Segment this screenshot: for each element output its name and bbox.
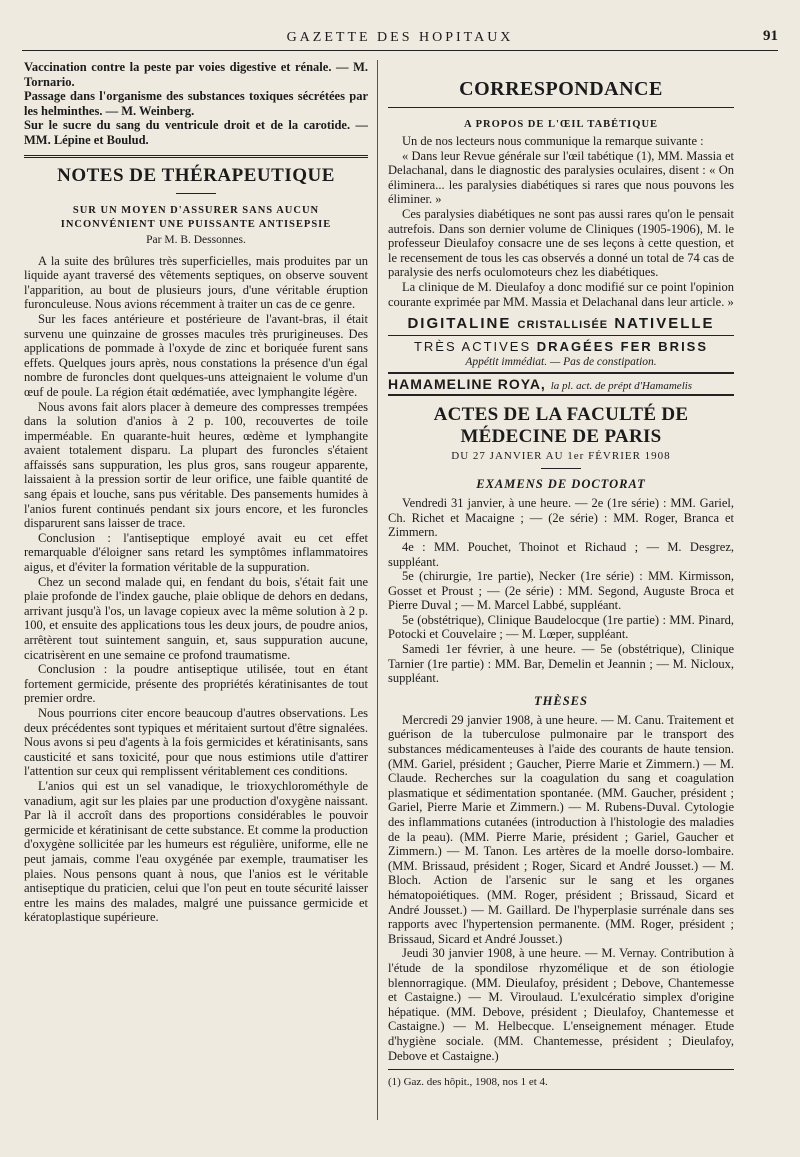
byline: Par M. B. Dessonnes. xyxy=(146,233,246,246)
ad-hamameline xyxy=(388,372,734,396)
short-rule xyxy=(541,468,581,469)
examens-title: EXAMENS DE DOCTORAT xyxy=(476,477,646,492)
these-entry: Mercredi 29 janvier 1908, à une heure. — M. Canu. Traitement et guérison de la tuberculose pulmonaire par le transport des substances médicamenteuses à l'aide des courants de haute tension. (MM. Gariel, président ; Gaucher, Pierre Marie et Zimmern.) — M. Claude. Recherches sur la coagulation du sang et coagulation plasmatique et sédimentation spontanée. (MM. Gaucher, président ; Gariel, Pierre Marie et Zimmern.) — M. Rubens-Duval. Cytologie des inflammations cutanées (introduction à l'histologie des maladies de la peau). (MM. Pierre Marie, président ; Gariel, Gaucher et Zimmern.) — M. Tanon. Les artères de la moelle dorso-lombaire. (MM. Brissaud, président ; Roger, Sicard et André Jousset.) — M. Bloch. Action de l'arsenic sur le sang et les organes hématopoiétiques. (MM. Roger, président ; Brissaud, Sicard et André Jousset.) — M. Gaillard. De l'hyperplasie surrénale dans ses rapports avec l'hypertension permanente. (MM. Roger, président ; Brissaud, Sicard et André Jousset.) xyxy=(388,712,734,946)
article-paragraph: L'anios qui est un sel vanadique, le trioxychlorométhyle de vanadium, agit sur les plaies par une production d'oxygène naissant. Par là il accroît dans des proportions considérables le pouvoir germicide et kératinisant de cette substance. Et comme la production d'oxygène sollicitée par les humeurs est régulière, uniforme, elle ne peut jamais, comme l'eau oxygénée par exemple, traumatiser les plaies. Nous pensons quant à nous, que l'anios est le véritable antiseptique du praticien, celui que l'on peut en toute sécurité laisser entre les mains des malades, malgré une puissance germicide et kératoplastique supérieure. xyxy=(24,778,368,925)
short-rule xyxy=(176,193,216,194)
ad-dragees-word: TRÈS ACTIVES xyxy=(413,339,532,355)
page-header xyxy=(0,0,800,52)
article-paragraph: Conclusion : la poudre antiseptique utilisée, tout en étant fortement germicide, présente des propriétés kératinisantes de tout premier ordre. xyxy=(24,662,368,706)
exam-entry: Vendredi 31 janvier, à une heure. — 2e (1re série) : MM. Gariel, Ch. Richet et Macaigne ; — (2e série) : MM. Roger, Branca et Zimmern. xyxy=(388,496,734,540)
correspondance-paragraph: « Dans leur Revue générale sur l'œil tabétique (1), MM. Massia et Delachanal, dans le diagnostic des paralysies oculaires, disent : « On éliminera... les paralysies diabétiques si rares que nous pouvons les éliminer. » xyxy=(388,148,734,207)
exam-entry: 5e (chirurgie, 1re partie), Necker (1re série) : MM. Kirmisson, Gosset et Proust ; — (2e série) : MM. Segond, Auguste Broca et Pierre Duval ; — M. Marcel Labbé, suppléant. xyxy=(388,569,734,613)
ad-dragees xyxy=(388,335,734,354)
these-entry: Jeudi 30 janvier 1908, à une heure. — M. Vernay. Contribution à l'étude de la spondilose rhyzomélique et de son étiologie blennorragique. (MM. Dieulafoy, président ; Debove, Chantemesse et Castaigne.) — M. Viroulaud. L'exulcératio simplex d'origine hépatique. (MM. Debove, président ; Dieulafoy, Chantemesse et Castaigne.) — M. Helbecque. L'enseignement ménager. Etude d'hygiène sociale. (MM. Chantemesse, président ; Dieulafoy, Debove et Castaigne.) xyxy=(388,946,734,1063)
notes-title: NOTES DE THÉRAPEUTIQUE xyxy=(57,164,335,186)
right-column xyxy=(388,60,734,1120)
correspondance-subtitle: A PROPOS DE L'ŒIL TABÉTIQUE xyxy=(463,119,659,130)
correspondance-paragraph: Un de nos lecteurs nous communique la remarque suivante : xyxy=(402,134,704,148)
article-paragraph: Nous pourrions citer encore beaucoup d'autres observations. Les deux précédentes sont typiques et méritaient surtout d'être signalées. Nous avons si peu d'agents à la fois germicides et kératinisants, sans causticité et sans toxicité, pour que nous estimions utile d'attirer l'attention sur ceux qui remplissent véritablement ces conditions. xyxy=(24,705,368,779)
section-divider xyxy=(24,155,368,158)
intro-item: Sur le sucre du sang du ventricule droit et de la carotide. — MM. Lépine et Boulud. xyxy=(24,118,368,147)
ad-dragees-word: DRAGÉES FER BRISS xyxy=(536,339,709,355)
article-paragraph: Conclusion : l'antiseptique employé avait eu cet effet remarquable d'éloigner sans retard les symptômes inflammatoires aigus, et d'éviter la formation véritable de la suppuration. xyxy=(24,530,368,575)
ad-digitaline-word: NATIVELLE xyxy=(614,315,715,333)
intro-item: Vaccination contre la peste par voies digestive et rénale. — M. Tornario. xyxy=(24,60,368,89)
ad-digitaline xyxy=(388,315,734,332)
page-number: 91 xyxy=(763,28,778,44)
left-column xyxy=(24,60,368,1120)
footnote: (1) Gaz. des hôpit., 1908, nos 1 et 4. xyxy=(388,1076,548,1089)
ad-hamameline-text: la pl. act. de prépt d'Hamamelis xyxy=(550,380,693,393)
article-title: SUR UN MOYEN D'ASSURER SANS AUCUN INCONVÉNIENT UNE PUISSANTE ANTISEPSIE xyxy=(60,204,332,230)
journal-title: GAZETTE DES HOPITAUX xyxy=(286,30,514,45)
correspondance-paragraph: La clinique de M. Dieulafoy a donc modifié sur ce point l'opinion courante exprimée par MM. Massia et Delachanal dans leur article. » xyxy=(388,279,734,309)
footnote-rule xyxy=(388,1069,734,1070)
article-paragraph: Nous avons fait alors placer à demeure des compresses trempées dans la solution d'anios à 2 p. 100, recouvertes de toile imperméable. En quarante-huit heures, œdème et lymphangite avaient totalement disparu. La plupart des furoncles s'étaient affaissés sans suppuration, les plus gros, sans rougeur apparente, laissaient à la pression sortir de leur orifice, une faible quantité de sang épais et louche, sans pus véritable. Des pansements humides à l'anios furent continués pendant six jours encore, et les furoncles disparurent sans laisser de trace. xyxy=(24,399,368,531)
ad-digitaline-word: CRISTALLISÉE xyxy=(517,319,609,332)
article-paragraph: Sur les faces antérieure et postérieure de l'avant-bras, il était survenu une quinzaine de grosses macules très prurigineuses. Des applications de pommade à l'oxyde de zinc et boriquée furent sans effets. Quelques jours après, nous constations la présence d'un égal nombre de furoncles dont quelques-uns atteignaient le volume d'un œuf de poule. La région était œdématiée, avec lymphangite légère. xyxy=(24,311,368,399)
article-paragraph: A la suite des brûlures très superficielles, mais produites par un liquide ayant traversé des vêtements septiques, on observe souvent l'apparition, au bout de plusieurs jours, d'une véritable éruption furonculeuse. Nous avions récemment à traiter un cas de ce genre. xyxy=(24,253,368,312)
actes-title: ACTES DE LA FACULTÉ DE MÉDECINE DE PARIS xyxy=(433,404,689,448)
section-rule xyxy=(388,107,734,108)
exam-entry: Samedi 1er février, à une heure. — 5e (obstétrique), Clinique Tarnier (1re partie) : MM. Bar, Demelin et Jeannin ; — M. Nicloux, suppléant. xyxy=(388,642,734,686)
ad-digitaline-word: DIGITALINE xyxy=(407,315,512,333)
actes-dates: DU 27 JANVIER AU 1er FÉVRIER 1908 xyxy=(451,450,671,463)
intro-item: Passage dans l'organisme des substances toxiques sécrétées par les helminthes. — M. Weinberg. xyxy=(24,89,368,118)
ad-hamameline-brand: HAMAMELINE ROYA, xyxy=(388,376,546,393)
header-rule xyxy=(22,50,778,51)
exam-entry: 4e : MM. Pouchet, Thoinot et Richaud ; — M. Desgrez, suppléant. xyxy=(388,539,734,569)
correspondance-title: CORRESPONDANCE xyxy=(459,78,663,100)
theses-title: THÈSES xyxy=(534,693,588,708)
article-paragraph: Chez un second malade qui, en fendant du bois, s'était fait une plaie profonde de l'index gauche, plaie oblique de dehors en dedans, arrivant jusqu'à l'os, un lavage copieux avec la même solution à 2 p. 100, et ensuite des applications tous les deux jours, de poudre anios, arrêtèrent tout suintement sanguin, et, saus suppuration aucune, cicatrisèrent en une semaine ce profond traumatisme. xyxy=(24,574,368,662)
ad-dragees-tagline: Appétit immédiat. — Pas de constipation. xyxy=(465,356,657,369)
column-separator xyxy=(377,60,378,1120)
correspondance-paragraph: Ces paralysies diabétiques ne sont pas aussi rares qu'on le pensait autrefois. Dans son dernier volume de Cliniques (1905-1906), M. le professeur Dieulafoy consacre une de ses leçons à cette question, et le recensement de tous les cas observés a donné un total de 74 cas de paralysie des nerfs oculomoteurs chez les diabétiques. xyxy=(388,206,734,280)
exam-entry: 5e (obstétrique), Clinique Baudelocque (1re partie) : MM. Pinard, Potocki et Couvelaire ; — M. Lœper, suppléant. xyxy=(388,612,734,642)
